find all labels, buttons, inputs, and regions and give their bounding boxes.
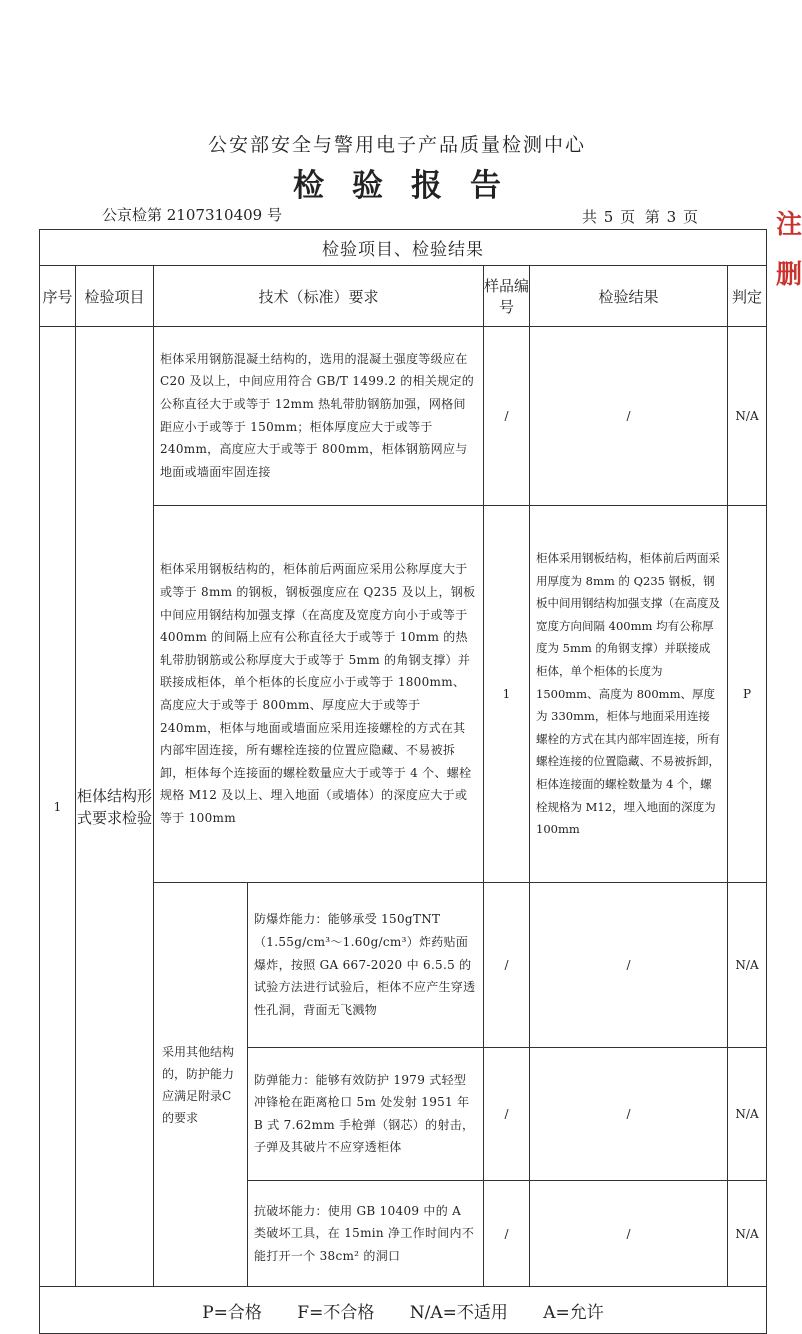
red-seal-stamp: 注删 — [776, 210, 802, 290]
req3c-sample: / — [484, 1180, 530, 1287]
req3c-verdict: N/A — [728, 1180, 767, 1287]
req2-verdict: P — [728, 505, 767, 883]
row-seq: 1 — [40, 326, 76, 1287]
req2-sample: 1 — [484, 505, 530, 883]
col-item: 检验项目 — [76, 266, 154, 326]
legend-pass: P=合格 — [202, 1302, 262, 1323]
inspection-table — [39, 229, 767, 1334]
req3b-result: / — [530, 1047, 728, 1180]
legend-fail: F=不合格 — [297, 1302, 375, 1323]
row-item: 柜体结构形式要求检验 — [76, 326, 154, 1287]
col-req: 技术（标准）要求 — [154, 266, 484, 326]
col-sample: 样品编号 — [484, 266, 530, 326]
req1-verdict: N/A — [728, 326, 767, 505]
req3-group: 采用其他结构的，防护能力应满足附录C的要求 — [154, 883, 248, 1287]
report-title: 检验报告 — [293, 168, 529, 204]
req2-text: 柜体采用钢板结构的，柜体前后两面应采用公称厚度大于或等于 8mm 的钢板，钢板强度应在 Q235 及以上，钢板中间应用钢结构加强支撑（在高度及宽度方向小于或等于 400mm 的间隔上应有公称直径大于或等于 10mm 的热轧带肋钢筋或公称厚度大于或等于 5mm 的角钢支撑）并联接成柜体，单个柜体的长度应小于或等于 1800mm、高度应大于或等于 800mm、厚度应大于或等于 240mm，柜体与地面或墙面应采用连接螺栓的方式在其内部牢固连接，所有螺栓连接的位置应隐藏、不易被拆卸，柜体每个连接面的螺栓数量应大于或等于 4 个、螺栓规格 M12 及以上、埋入地面（或墙体）的深度应大于或等于 100mm — [154, 505, 484, 883]
req3a-text: 防爆炸能力：能够承受 150gTNT（1.55g/cm³～1.60g/cm³）炸药贴面爆炸，按照 GA 667-2020 中 6.5.5 的试验方法进行试验后，柜体不应产生穿透性孔洞，背面无飞溅物 — [248, 883, 484, 1047]
col-seq: 序号 — [40, 266, 76, 326]
req3b-verdict: N/A — [728, 1047, 767, 1180]
req2-result: 柜体采用钢板结构，柜体前后两面采用厚度为 8mm 的 Q235 钢板，钢板中间用钢结构加强支撑（在高度及宽度方向间隔 400mm 均有公称厚度为 5mm 的角钢支撑）并联接成柜体，单个柜体的长度为 1500mm、高度为 800mm、厚度为 330mm，柜体与地面采用连接螺栓的方式在其内部牢固连接，所有螺栓连接的位置隐藏、不易被拆卸，柜体连接面的螺栓数量为 4 个，螺栓规格为 M12，埋入地面的深度为 100mm — [530, 505, 728, 883]
legend — [40, 1287, 767, 1334]
req3a-sample: / — [484, 883, 530, 1047]
page-info — [582, 206, 702, 227]
req3b-sample: / — [484, 1047, 530, 1180]
req3c-text: 抗破坏能力：使用 GB 10409 中的 A 类破坏工具，在 15min 净工作时间内不能打开一个 38cm² 的洞口 — [248, 1180, 484, 1287]
req3c-result: / — [530, 1180, 728, 1287]
page-current: 第 3 页 — [644, 208, 699, 226]
req1-result: / — [530, 326, 728, 505]
col-result: 检验结果 — [530, 266, 728, 326]
legend-na: N/A=不适用 — [409, 1302, 508, 1323]
req1-sample: / — [484, 326, 530, 505]
legend-allow: A=允许 — [543, 1302, 604, 1323]
col-verdict: 判定 — [728, 266, 767, 326]
report-number: 公京检第 2107310409 号 — [102, 206, 282, 224]
page-total: 共 5 页 — [582, 208, 637, 226]
req3a-verdict: N/A — [728, 883, 767, 1047]
org-name: 公安部安全与警用电子产品质量检测中心 — [207, 134, 586, 156]
req3a-result: / — [530, 883, 728, 1047]
req1-text: 柜体采用钢筋混凝土结构的，选用的混凝土强度等级应在 C20 及以上，中间应用符合 GB/T 1499.2 的相关规定的公称直径大于或等于 12mm 热轧带肋钢筋加强，网格间距应小于或等于 150mm；柜体厚度应大于或等于 240mm，高度应大于或等于 800mm，柜体钢筋网应与地面或墙面牢固连接 — [154, 326, 484, 505]
req3b-text: 防弹能力：能够有效防护 1979 式轻型冲锋枪在距离枪口 5m 处发射 1951 年 B 式 7.62mm 手枪弹（钢芯）的射击，子弹及其破片不应穿透柜体 — [248, 1047, 484, 1180]
section-title: 检验项目、检验结果 — [40, 230, 767, 266]
